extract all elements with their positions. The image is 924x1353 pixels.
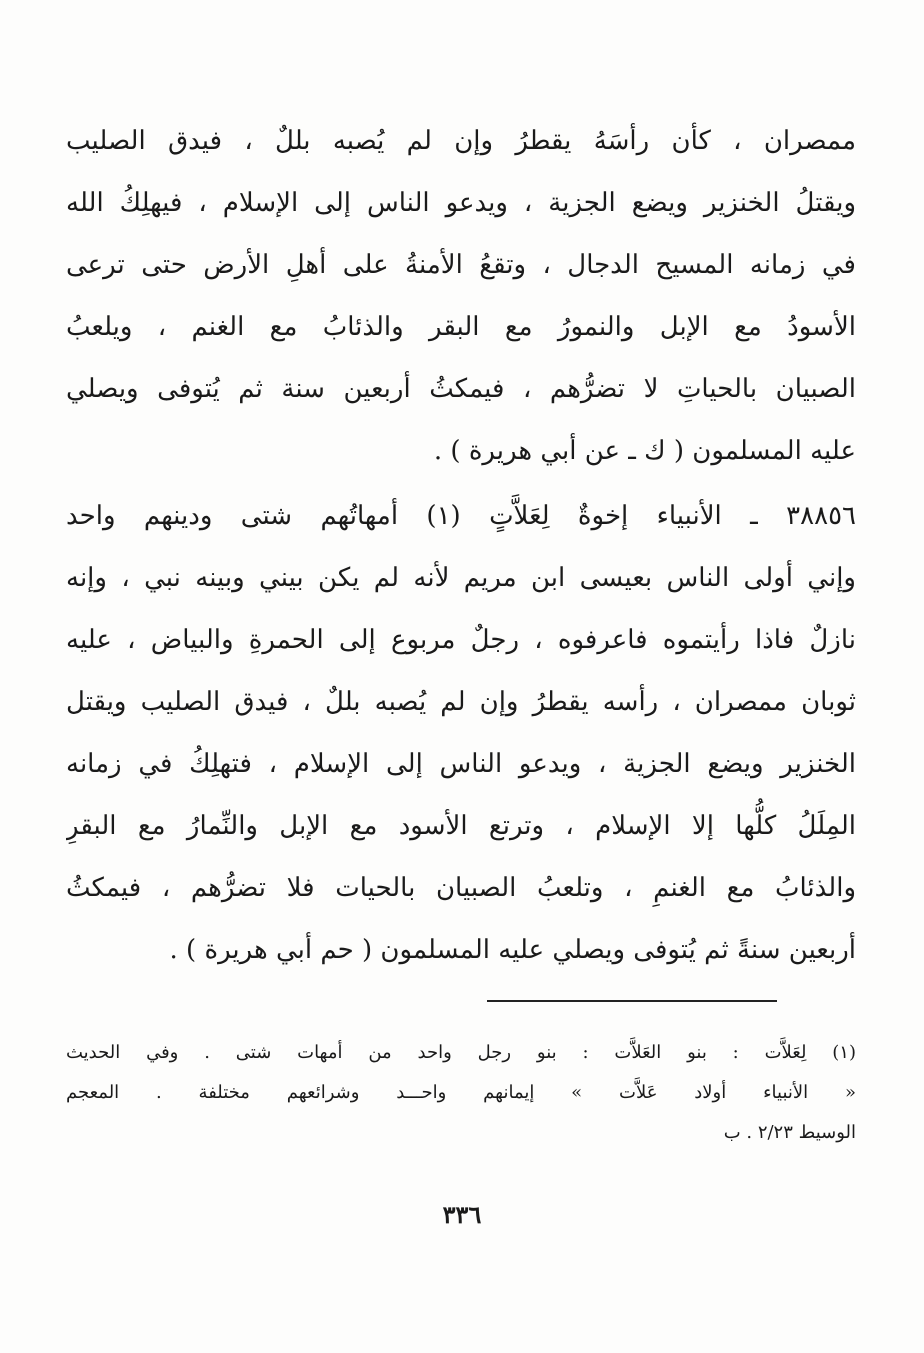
text-line: الأسودُ مع الإبل والنمورُ مع البقر والذئابُ مع الغنم ، ويلعبُ [66,312,856,342]
text-line: المِلَلُ كلُّها إلا الإسلام ، وترتع الأسود مع الإبل والنِّمارُ مع البقرِ [66,811,856,841]
footnote-line: « الأنبياء أولاد عَلاَّت » إيمانهم واحـــد وشرائعهم مختلفة . المعجم [66,1082,856,1103]
text-line: في زمانه المسيح الدجال ، وتقعُ الأمنةُ على أهلِ الأرض حتى ترعى [66,250,856,280]
text-line: الخنزير ويضع الجزية ، ويدعو الناس إلى الإسلام ، فتهلِكُ في زمانه [66,749,856,779]
text-line: وإني أولى الناس بعيسى ابن مريم لأنه لم يكن بيني وبينه نبي ، وإنه [66,563,856,593]
page-number: ٣٣٦ [442,1200,482,1229]
text-line: عليه المسلمون ( ك ـ عن أبي هريرة ) . [433,436,856,466]
hadith-paragraph-38856 [66,485,856,981]
text-line: ثوبان ممصران ، رأسه يقطرُ وإن لم يُصبه بللٌ ، فيدق الصليب ويقتل [66,687,856,717]
text-line: أربعين سنةً ثم يُتوفى ويصلي عليه المسلمون ( حم أبي هريرة ) . [169,935,856,965]
text-line: والذئابُ مع الغنمِ ، وتلعبُ الصبيان بالحيات فلا تضرُّهم ، فيمكثُ [66,873,856,903]
footnote-line: (١) لِعَلاَّت : بنو العَلاَّت : بنو رجل واحد من أمهات شتى . وفي الحديث [66,1042,856,1063]
hadith-paragraph-continued [66,110,856,482]
footnote-line: الوسيط ٢/٢٣ . ب [723,1122,856,1143]
text-line: الصبيان بالحياتِ لا تضرُّهم ، فيمكثُ أربعين سنة ثم يُتوفى ويصلي [66,374,856,404]
footnote-divider [487,1000,777,1002]
text-line: ممصران ، كأن رأسَهُ يقطرُ وإن لم يُصبه بللٌ ، فيدق الصليب [66,126,856,156]
text-line: نازلٌ فاذا رأيتموه فاعرفوه ، رجلٌ مربوع إلى الحمرةِ والبياض ، عليه [66,625,856,655]
text-line: ويقتلُ الخنزير ويضع الجزية ، ويدعو الناس إلى الإسلام ، فيهلِكُ الله [66,188,856,218]
text-line: ٣٨٨٥٦ ـ الأنبياء إخوةٌ لِعَلاَّتٍ (١) أمهاتُهم شتى ودينهم واحد [66,501,856,531]
footnote [66,1033,856,1153]
